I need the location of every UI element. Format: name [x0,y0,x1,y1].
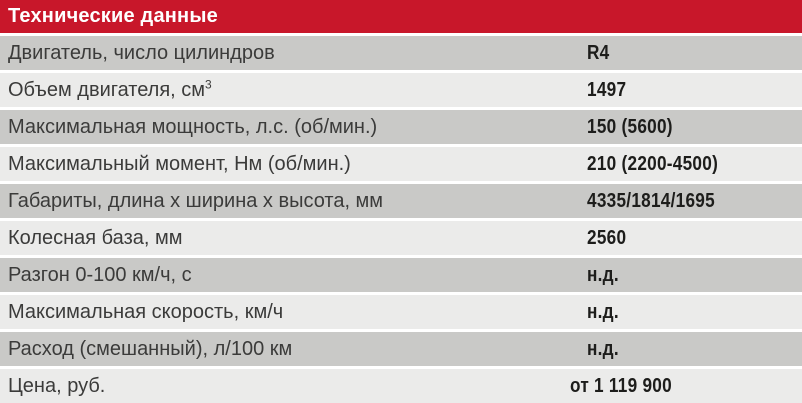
table-row [0,36,802,70]
row-label: Габариты, длина х ширина х высота, мм [8,190,384,212]
table-row [0,369,802,403]
row-label: Максимальная мощность, л.с. (об/мин.) [8,116,378,138]
table-row [0,258,802,292]
row-label: Разгон 0-100 км/ч, с [8,264,192,286]
table-row [0,332,802,366]
row-label: Расход (смешанный), л/100 км [8,338,293,360]
row-value: н.д. [587,338,619,360]
row-label: Колесная база, мм [8,227,183,249]
row-label: Максимальная скорость, км/ч [8,301,284,323]
row-value: 1497 [587,79,627,101]
row-value: от 1 119 900 [570,375,672,397]
superscript: 3 [205,77,212,92]
row-value: 4335/1814/1695 [587,190,715,212]
table-row [0,110,802,144]
row-label: Двигатель, число цилиндров [8,42,275,64]
row-label: Цена, руб. [8,375,106,397]
table-title: Технические данные [0,0,802,33]
row-value: н.д. [587,301,619,323]
row-value: 150 (5600) [587,116,673,138]
row-label: Объем двигателя, $см^3$ [8,77,212,101]
row-value: н.д. [587,264,619,286]
table-row [0,147,802,181]
table-row [0,221,802,255]
row-value: 2560 [587,227,627,249]
table-row [0,295,802,329]
table-row [0,73,802,107]
row-value: R4 [587,42,610,64]
row-label: Максимальный момент, Нм (об/мин.) [8,153,351,175]
table-row [0,184,802,218]
row-value: 210 (2200-4500) [587,153,719,175]
